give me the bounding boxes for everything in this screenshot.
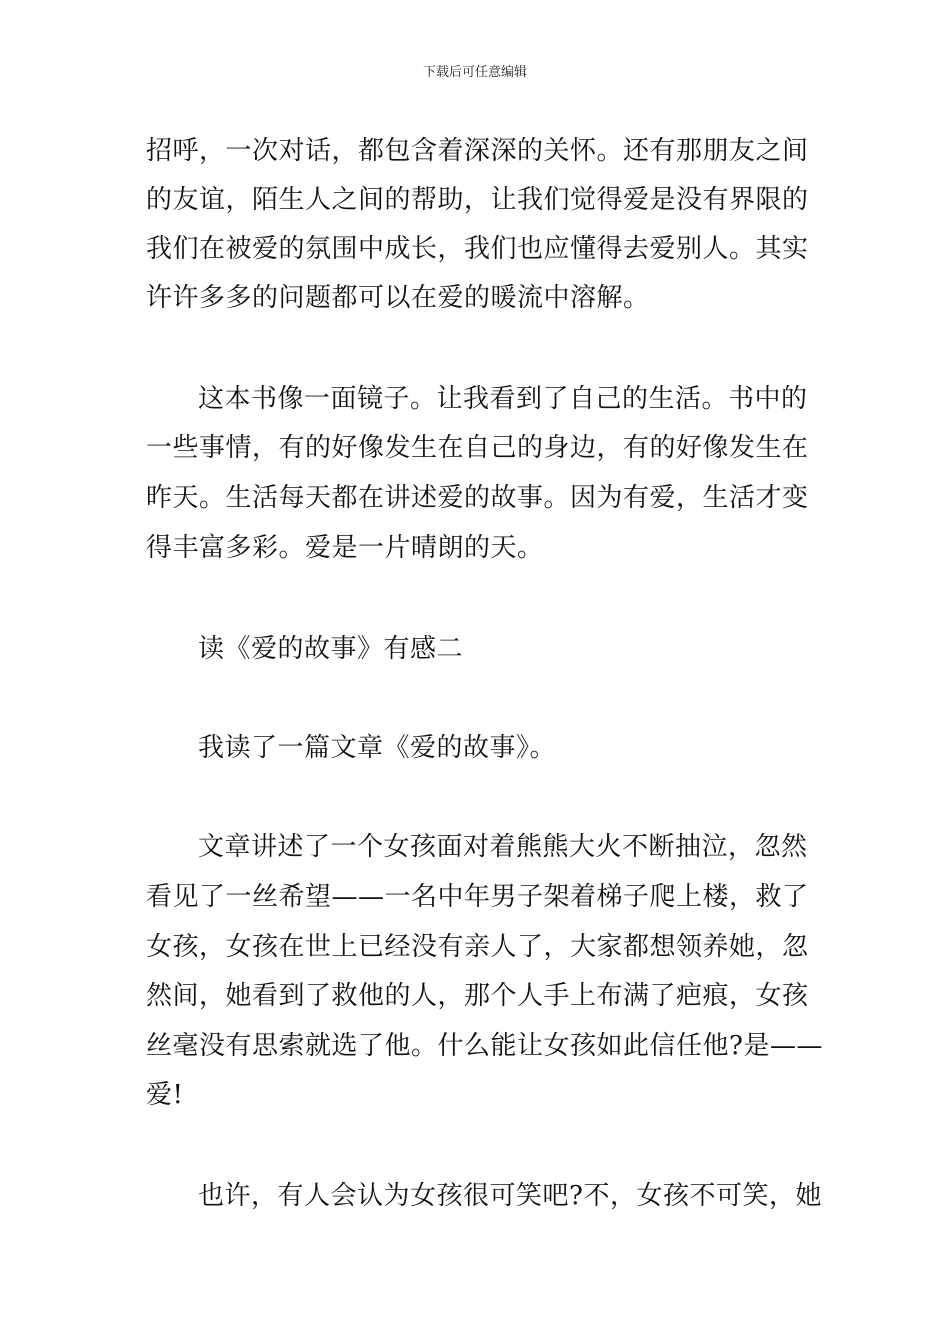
paragraph-line: 招呼，一次对话，都包含着深深的关怀。还有那朋友之间 — [146, 136, 809, 166]
paragraph-line: 这本书像一面镜子。让我看到了自己的生活。书中的 — [198, 384, 808, 414]
paragraph-line: 然间，她看到了救他的人，那个人手上布满了疤痕，女孩 — [146, 981, 809, 1011]
paragraph-line: 爱! — [146, 1080, 184, 1110]
paragraph-line: 得丰富多彩。爱是一片晴朗的天。 — [146, 533, 544, 563]
page-header: 下载后可任意编辑 — [422, 65, 527, 80]
paragraph-line: 丝毫没有思索就选了他。什么能让女孩如此信任他?是—— — [146, 1031, 823, 1061]
section-heading: 读《爱的故事》有感二 — [198, 634, 464, 664]
paragraph-line: 女孩，女孩在世上已经没有亲人了，大家都想领养她，忽 — [146, 932, 809, 962]
paragraph-line: 文章讲述了一个女孩面对着熊熊大火不断抽泣，忽然 — [198, 832, 808, 862]
paragraph-line: 许许多多的问题都可以在爱的暖流中溶解。 — [146, 283, 650, 313]
paragraph-line: 昨天。生活每天都在讲述爱的故事。因为有爱，生活才变 — [146, 483, 809, 513]
paragraph-line: 一些事情，有的好像发生在自己的身边，有的好像发生在 — [146, 433, 809, 463]
paragraph-line: 看见了一丝希望——一名中年男子架着梯子爬上楼，救了 — [146, 882, 809, 912]
paragraph-line: 也许，有人会认为女孩很可笑吧?不，女孩不可笑，她 — [198, 1181, 822, 1211]
paragraph-line: 的友谊，陌生人之间的帮助，让我们觉得爱是没有界限的 — [146, 185, 809, 215]
paragraph-line: 我读了一篇文章《爱的故事》。 — [198, 733, 557, 763]
paragraph-line: 我们在被爱的氛围中成长，我们也应懂得去爱别人。其实 — [146, 234, 809, 264]
